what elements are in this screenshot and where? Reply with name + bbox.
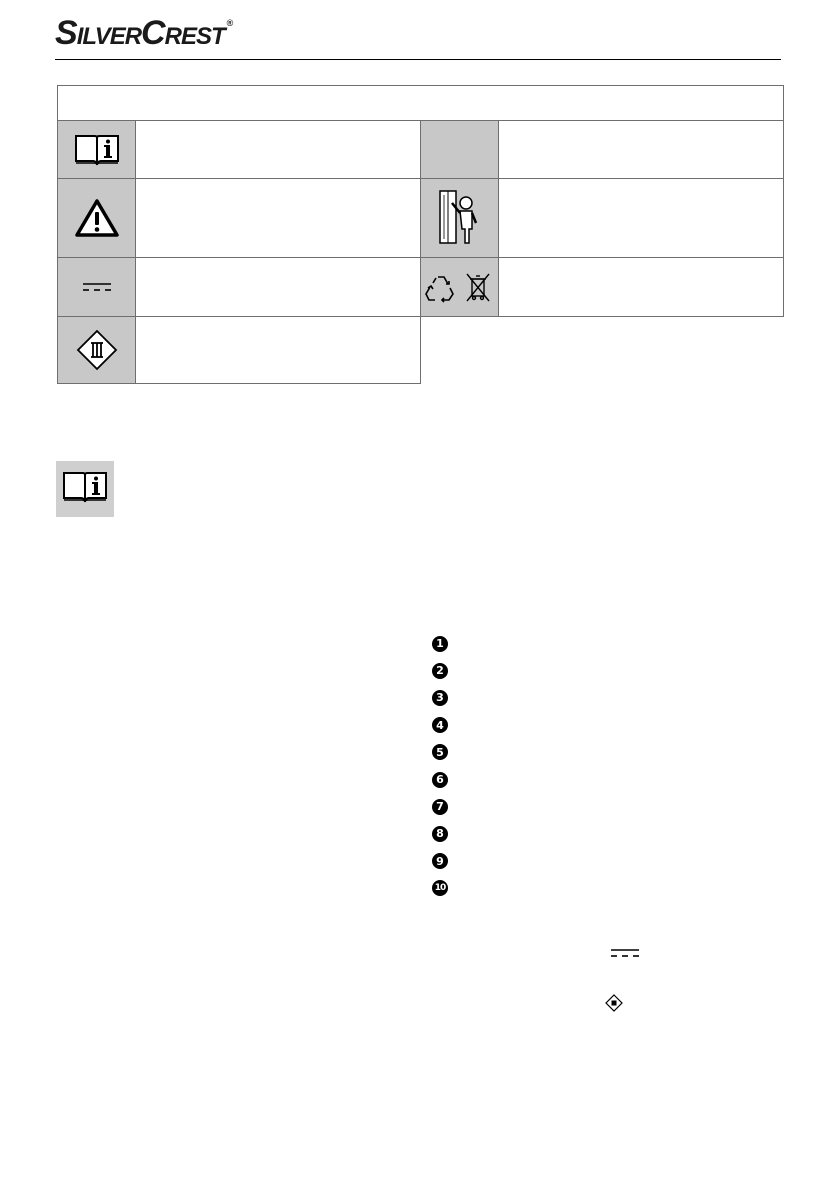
legend-desc-recycle bbox=[499, 258, 784, 317]
warning-triangle-icon bbox=[58, 198, 135, 238]
part-number-badge: 8 bbox=[432, 826, 448, 842]
legend-desc-empty bbox=[499, 121, 784, 179]
parts-list bbox=[432, 630, 448, 902]
direct-current-icon bbox=[58, 280, 135, 294]
legend-desc-warning bbox=[136, 179, 421, 258]
legend-cell-book bbox=[58, 121, 136, 179]
part-number-badge: 10 bbox=[432, 880, 448, 896]
instructions-book-info-icon bbox=[61, 469, 109, 510]
legend-desc-child bbox=[499, 179, 784, 258]
list-item bbox=[432, 684, 448, 711]
legend-cell-dc bbox=[58, 258, 136, 317]
logo-text-ilver: ILVER bbox=[76, 23, 142, 50]
part-number-badge: 4 bbox=[432, 717, 448, 733]
header-rule bbox=[55, 59, 781, 60]
part-number-badge: 2 bbox=[432, 663, 448, 679]
legend-cell-class3 bbox=[58, 317, 136, 384]
registered-mark: ® bbox=[226, 18, 233, 28]
list-item bbox=[432, 793, 448, 820]
part-number-badge: 9 bbox=[432, 853, 448, 869]
list-item bbox=[432, 820, 448, 847]
legend-cell-recycle bbox=[421, 258, 499, 317]
direct-current-icon bbox=[610, 946, 640, 965]
list-item bbox=[432, 875, 448, 902]
legend-desc-book bbox=[136, 121, 421, 179]
part-number-badge: 6 bbox=[432, 772, 448, 788]
logo-letter-c: C bbox=[141, 14, 165, 52]
list-item bbox=[432, 848, 448, 875]
child-at-window-icon bbox=[421, 189, 498, 247]
list-item bbox=[432, 630, 448, 657]
part-number-badge: 3 bbox=[432, 690, 448, 706]
legend-cell-child bbox=[421, 179, 499, 258]
list-item bbox=[432, 657, 448, 684]
legend-cell-warning bbox=[58, 179, 136, 258]
legend-header bbox=[58, 86, 784, 121]
logo-text-rest: REST bbox=[164, 23, 225, 50]
legend-desc-dc bbox=[136, 258, 421, 317]
brand-logo bbox=[55, 14, 232, 53]
protection-class-iii-icon bbox=[58, 329, 135, 371]
logo-letter-s: S bbox=[55, 14, 77, 52]
instructions-book-info-icon bbox=[58, 132, 135, 168]
legend-cell-empty-icon bbox=[421, 121, 499, 179]
list-item bbox=[432, 739, 448, 766]
list-item bbox=[432, 766, 448, 793]
part-number-badge: 1 bbox=[432, 636, 448, 652]
legend-blank-area bbox=[421, 317, 784, 384]
protection-class-iii-small-icon bbox=[605, 994, 623, 1017]
part-number-badge: 5 bbox=[432, 744, 448, 760]
part-number-badge: 7 bbox=[432, 799, 448, 815]
symbol-legend-table bbox=[57, 85, 784, 384]
legend-desc-class3 bbox=[136, 317, 421, 384]
recycling-disposal-icon bbox=[421, 271, 498, 303]
list-item bbox=[432, 712, 448, 739]
info-book-box bbox=[56, 461, 114, 517]
